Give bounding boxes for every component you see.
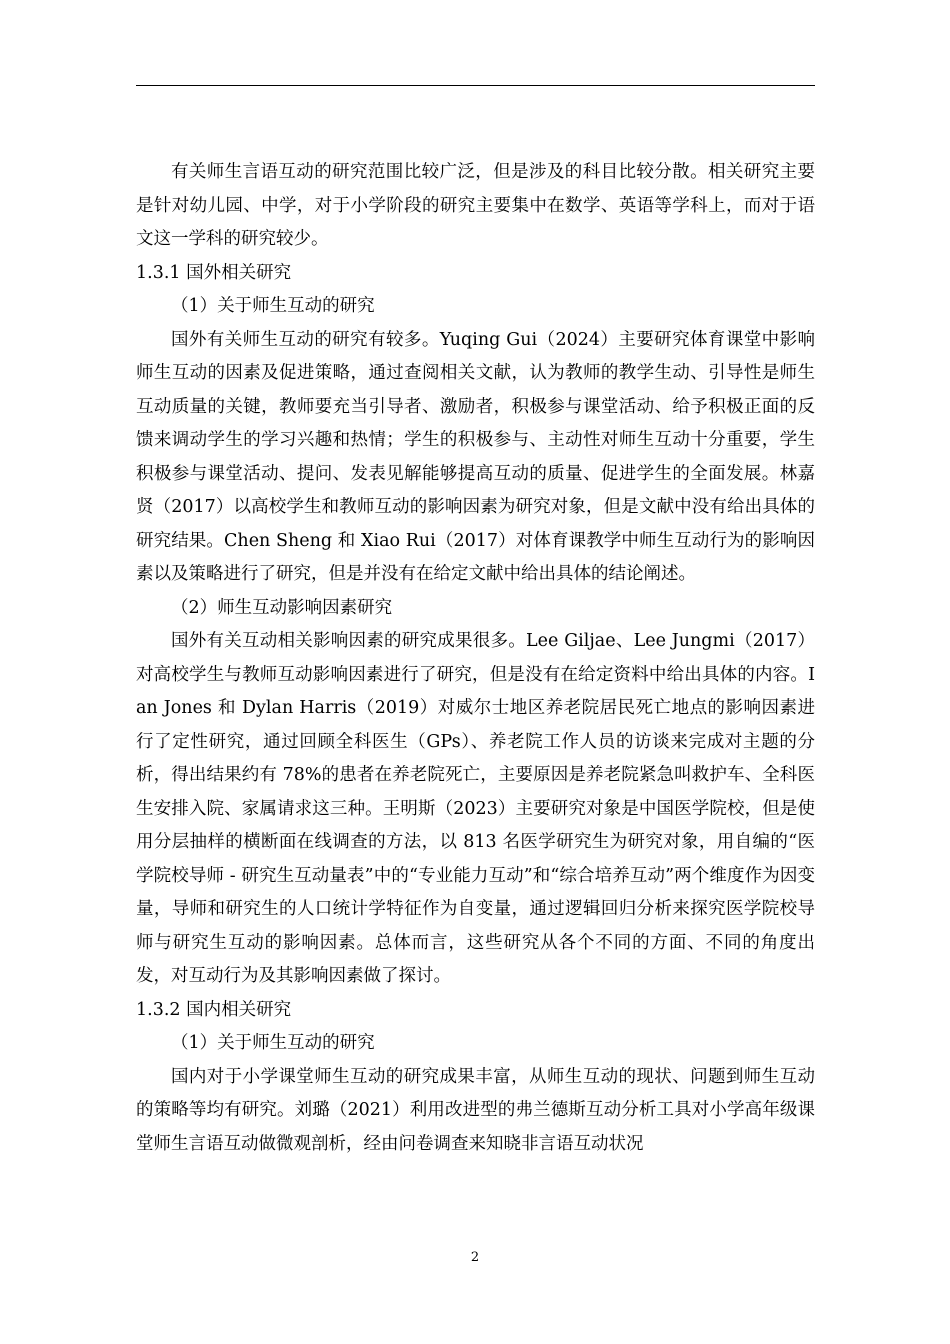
section-heading-domestic: 1.3.2 国内相关研究	[136, 999, 292, 1020]
subheading-domestic-interaction: （1）关于师生互动的研究	[171, 1033, 375, 1053]
paragraph-domestic-interaction: 国内对于小学课堂师生互动的研究成果丰富，从师生互动的现状、问题到师生互动的策略等均有研究。刘璐（2021）利用改进型的弗兰德斯互动分析工具对小学高年级课堂师生言语互动做微观剖析，经由问卷调查来知晓非言语互动状况	[136, 1066, 815, 1154]
subheading-foreign-interaction: （1）关于师生互动的研究	[171, 296, 375, 316]
subheading-foreign-factors: （2）师生互动影响因素研究	[171, 597, 393, 618]
section-heading-foreign: 1.3.1 国外相关研究	[136, 262, 292, 283]
document-body	[136, 156, 815, 1161]
paragraph-foreign-interaction: 国外有关师生互动的研究有较多。Yuqing Gui（2024）主要研究体育课堂中影响师生互动的因素及促进策略，通过查阅相关文献，认为教师的教学生动、引导性是师生互动质量的关键，教师要充当引导者、激励者，积极参与课堂活动、给予积极正面的反馈来调动学生的学习兴趣和热情；学生的积极参与、主动性对师生互动十分重要，学生积极参与课堂活动、提问、发表见解能够提高互动的质量、促进学生的全面发展。林嘉贤（2017）以高校学生和教师互动的影响因素为研究对象，但是文献中没有给出具体的研究结果。Chen Sheng 和 Xiao Rui（2017）对体育课教学中师生互动行为的影响因素以及策略进行了研究，但是并没有在给定文献中给出具体的结论阐述。	[136, 329, 815, 584]
paragraph-foreign-factors: 国外有关互动相关影响因素的研究成果很多。Lee Giljae、Lee Jungmi（2017）对高校学生与教师互动影响因素进行了研究，但是没有在给定资料中给出具体的内容。Ian Jones 和 Dylan Harris（2019）对威尔士地区养老院居民死亡地点的影响因素进行了定性研究，通过回顾全科医生（GPs）、养老院工作人员的访谈来完成对主题的分析，得出结果约有 78%的患者在养老院死亡，主要原因是养老院紧急叫救护车、全科医生安排入院、家属请求这三种。王明斯（2023）主要研究对象是中国医学院校，但是使用分层抽样的横断面在线调查的方法，以 813 名医学研究生为研究对象，用自编的“医学院校导师 - 研究生互动量表”中的“专业能力互动”和“综合培养互动”两个维度作为因变量，导师和研究生的人口统计学特征作为自变量，通过逻辑回归分析来探究医学院校导师与研究生互动的影响因素。总体而言，这些研究从各个不同的方面、不同的角度出发，对互动行为及其影响因素做了探讨。	[136, 631, 815, 986]
page-number: 2	[470, 1250, 480, 1265]
paragraph-intro: 有关师生言语互动的研究范围比较广泛，但是涉及的科目比较分散。相关研究主要是针对幼儿园、中学，对于小学阶段的研究主要集中在数学、英语等学科上，而对于语文这一学科的研究较少。	[136, 162, 815, 249]
header-rule	[136, 85, 815, 86]
